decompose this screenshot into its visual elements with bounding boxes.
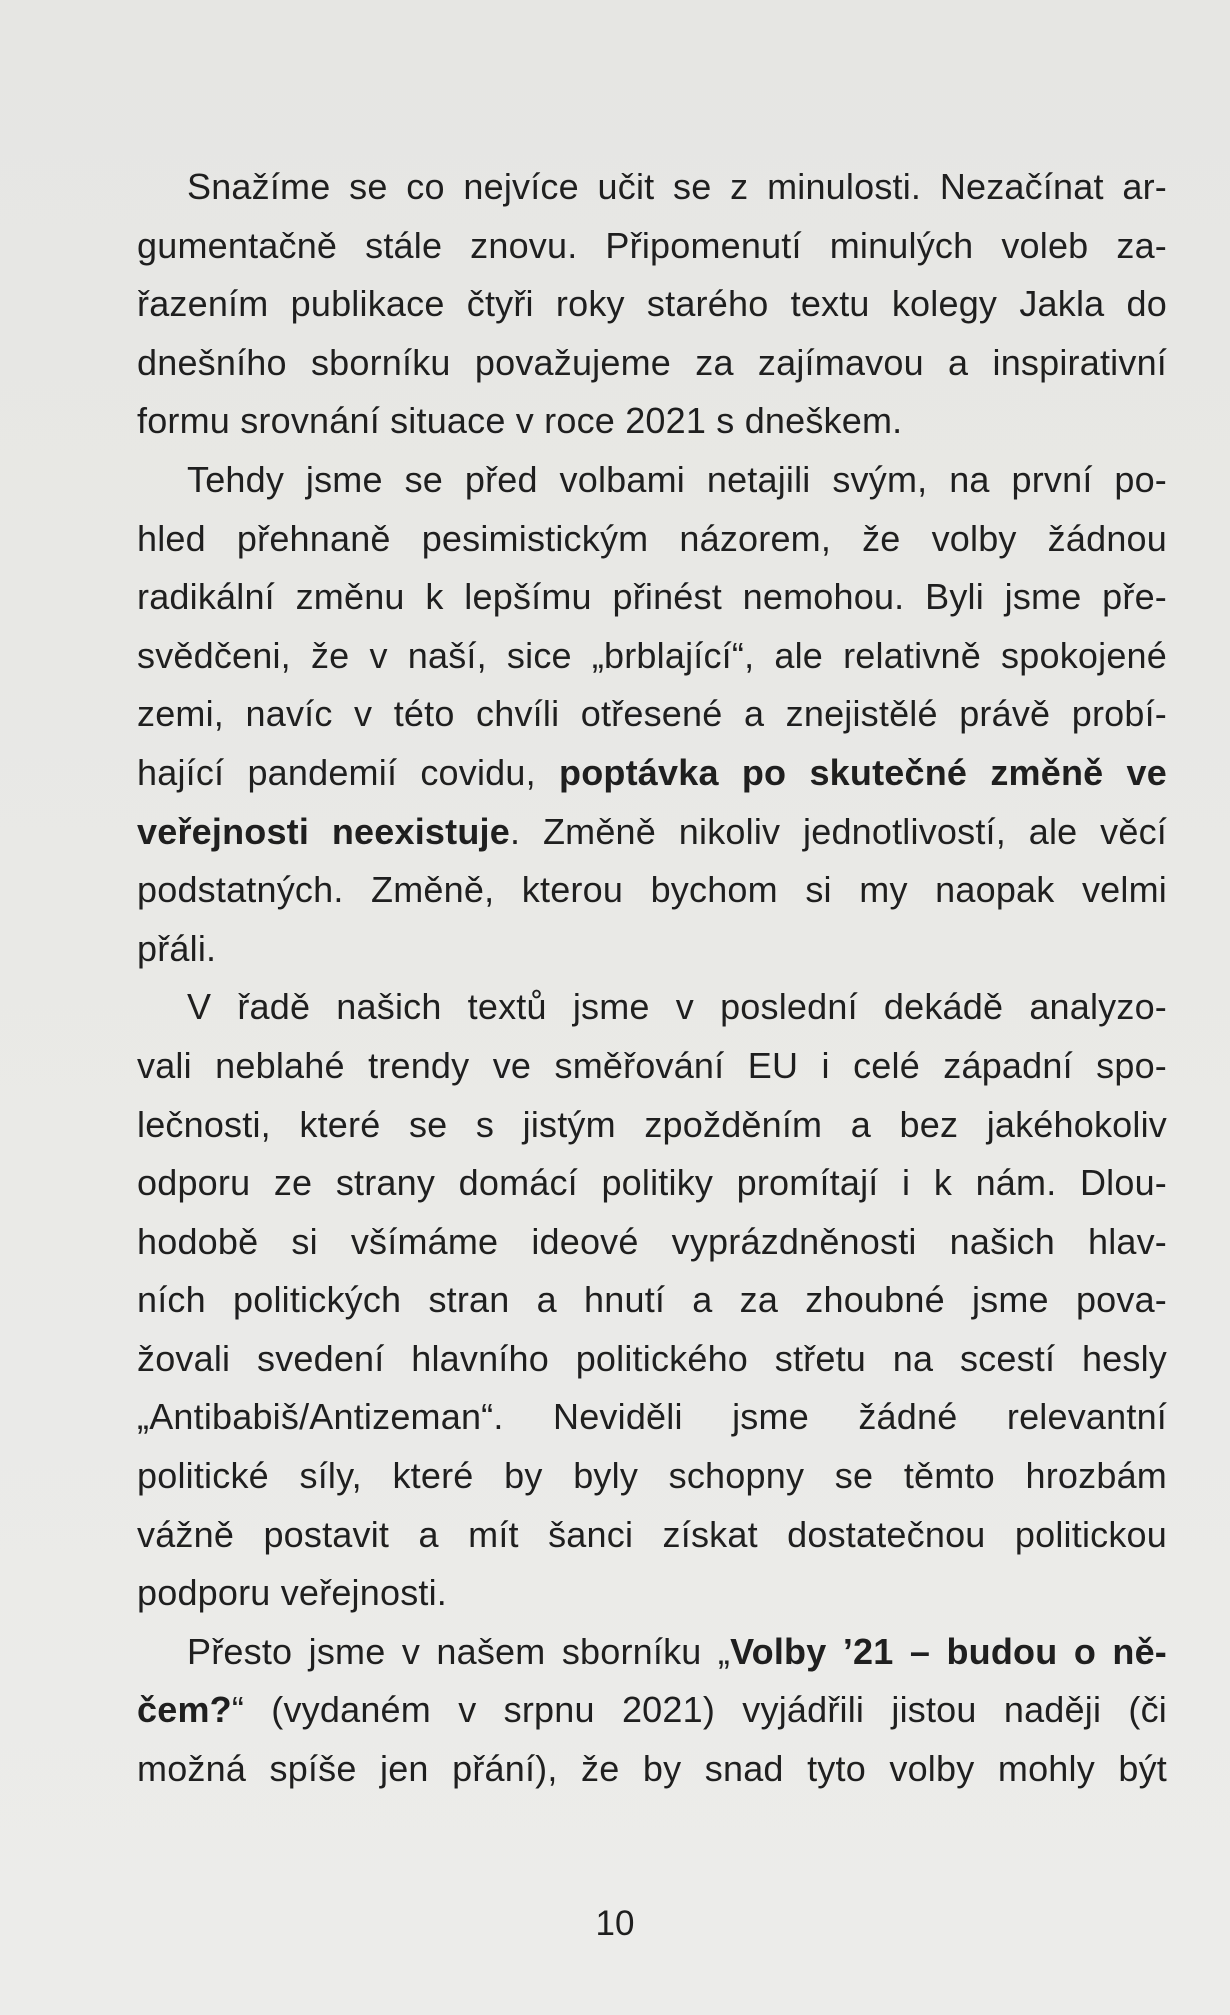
text-line: možná spíše jen přání), že by snad tyto volby mohly být [137,1748,1167,1790]
emphasis-text: veřejnosti neexistuje [137,810,510,852]
paragraph [137,1623,1167,1799]
text-line: politické síly, které by byly schopny se těmto hrozbám [137,1455,1167,1497]
text-run: hající pandemií covidu, [137,751,560,793]
text-line: hodobě si všímáme ideové vyprázdněnosti našich hlav- [137,1220,1167,1262]
text-line: podstatných. Změně, kterou bychom si my naopak velmi [137,869,1167,911]
body-text [137,158,1167,1799]
book-title: čem? [137,1689,232,1731]
emphasis-text: poptávka po skutečné změně ve [559,751,1168,793]
book-title: Volby ’21 – budou o ně- [730,1630,1167,1672]
text-line: Tehdy jsme se před volbami netajili svým, na první po- [187,458,1167,500]
text-line: zemi, navíc v této chvíli otřesené a znejistělé právě probí- [137,693,1167,735]
text-line [137,803,1167,862]
text-run: . Změně nikoliv jednotlivostí, ale věcí [509,810,1167,852]
text-line: odporu ze strany domácí politiky promítají i k nám. Dlou- [137,1162,1167,1204]
text-line: hled přehnaně pesimistickým názorem, že volby žádnou [137,517,1167,559]
text-line: V řadě našich textů jsme v poslední dekádě analyzo- [187,986,1167,1028]
text-line: ních politických stran a hnutí a za zhoubné jsme pova- [137,1279,1167,1321]
text-line: „Antibabiš/Antizeman“. Neviděli jsme žádné relevantní [137,1396,1167,1438]
text-line: vali neblahé trendy ve směřování EU i celé západní spo- [137,1044,1167,1086]
text-run: “ (vydaném v srpnu 2021) vyjádřili jistou naději (či [231,1689,1167,1731]
text-line: žovali svedení hlavního politického střetu na scestí hesly [137,1337,1167,1379]
text-line [137,744,1167,803]
text-line [137,1623,1167,1682]
page-number: 10 [595,1904,635,1943]
text-line: lečnosti, které se s jistým zpožděním a bez jakéhokoliv [137,1103,1167,1145]
text-line: formu srovnání situace v roce 2021 s dneškem. [137,400,903,442]
text-line: dnešního sborníku považujeme za zajímavou a inspirativní [137,341,1167,383]
paragraph [137,158,1167,451]
text-line: svědčeni, že v naší, sice „brblající“, ale relativně spokojené [137,634,1167,676]
text-line: Snažíme se co nejvíce učit se z minulosti. Nezačínat ar- [187,166,1167,207]
paragraph [137,451,1167,978]
paragraph [137,978,1167,1623]
text-line: řazením publikace čtyři roky starého textu kolegy Jakla do [137,283,1167,325]
text-line: přáli. [137,927,217,969]
text-run: Přesto jsme v našem sborníku „ [187,1630,731,1672]
text-line [137,1681,1167,1740]
text-line: vážně postavit a mít šanci získat dostatečnou politickou [137,1513,1167,1555]
text-line: podporu veřejnosti. [137,1572,447,1614]
text-line: radikální změnu k lepšímu přinést nemohou. Byli jsme pře- [137,576,1167,618]
text-line: gumentačně stále znovu. Připomenutí minulých voleb za- [137,224,1167,266]
